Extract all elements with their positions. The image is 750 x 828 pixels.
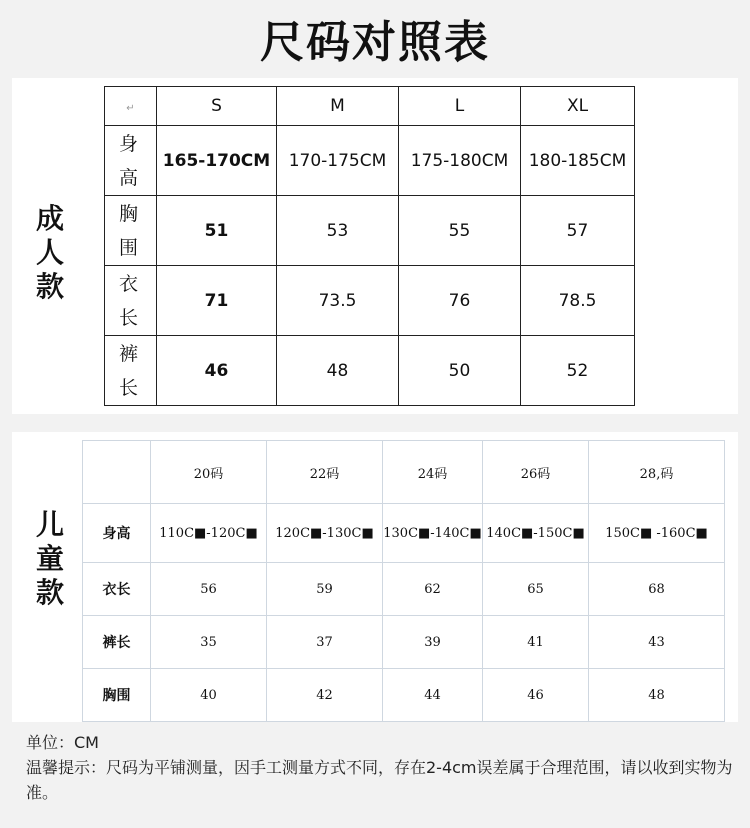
adult-section-label: 成人款 <box>35 202 64 303</box>
kids-row-chest <box>83 669 725 722</box>
kids-row-label: 身高 <box>83 504 151 563</box>
adult-size-panel <box>12 78 738 414</box>
size-notes <box>26 730 736 805</box>
adult-row-pants <box>105 336 635 406</box>
adult-cell: 180-185CM <box>521 126 635 196</box>
adult-row-label: 胸围 <box>105 196 157 266</box>
kids-column-header: 22码 <box>267 441 383 504</box>
adult-row-height <box>105 126 635 196</box>
kids-row-label: 胸围 <box>83 669 151 722</box>
adult-cell: 165-170CM <box>157 126 277 196</box>
kids-cell: 37 <box>267 616 383 669</box>
adult-size-table <box>104 86 635 406</box>
adult-column-header: S <box>157 87 277 126</box>
adult-cell: 71 <box>157 266 277 336</box>
adult-cell: 55 <box>399 196 521 266</box>
kids-row-height <box>83 504 725 563</box>
kids-row-length <box>83 563 725 616</box>
unit-note: 单位：CM <box>26 733 99 752</box>
kids-header-row <box>83 441 725 504</box>
adult-row-label: 裤长 <box>105 336 157 406</box>
kids-cell: 150C■ -160C■ <box>589 504 725 563</box>
page-title: 尺码对照表 <box>260 17 490 68</box>
adult-header-row <box>105 87 635 126</box>
adult-cell: 76 <box>399 266 521 336</box>
adult-cell: 175-180CM <box>399 126 521 196</box>
kids-cell: 39 <box>383 616 483 669</box>
kids-row-pants <box>83 616 725 669</box>
adult-cell: 53 <box>277 196 399 266</box>
kids-cell: 44 <box>383 669 483 722</box>
kids-cell: 110C■-120C■ <box>151 504 267 563</box>
kids-column-header: 24码 <box>383 441 483 504</box>
kids-cell: 35 <box>151 616 267 669</box>
kids-size-panel <box>12 432 738 722</box>
kids-cell: 48 <box>589 669 725 722</box>
kids-cell: 140C■-150C■ <box>483 504 589 563</box>
kids-column-header: 20码 <box>151 441 267 504</box>
adult-cell: 57 <box>521 196 635 266</box>
kids-row-label: 衣长 <box>83 563 151 616</box>
adult-column-header: XL <box>521 87 635 126</box>
kids-section-label: 儿童款 <box>35 508 64 609</box>
adult-cell: 78.5 <box>521 266 635 336</box>
kids-cell: 46 <box>483 669 589 722</box>
adult-cell: 73.5 <box>277 266 399 336</box>
kids-row-label: 裤长 <box>83 616 151 669</box>
adult-corner-cell <box>105 87 157 126</box>
kids-cell: 65 <box>483 563 589 616</box>
measurement-tip: 温馨提示：尺码为平铺测量，因手工测量方式不同，存在2-4cm误差属于合理范围，请以收到实物为准。 <box>26 758 733 802</box>
kids-column-header: 26码 <box>483 441 589 504</box>
adult-cell: 48 <box>277 336 399 406</box>
kids-cell: 40 <box>151 669 267 722</box>
return-mark-icon: ↵ <box>126 103 135 114</box>
adult-row-label: 衣长 <box>105 266 157 336</box>
kids-cell: 56 <box>151 563 267 616</box>
adult-cell: 51 <box>157 196 277 266</box>
adult-cell: 52 <box>521 336 635 406</box>
kids-cell: 120C■-130C■ <box>267 504 383 563</box>
kids-column-header: 28,码 <box>589 441 725 504</box>
adult-cell: 170-175CM <box>277 126 399 196</box>
kids-size-table <box>82 440 725 722</box>
adult-cell: 46 <box>157 336 277 406</box>
adult-row-label: 身高 <box>105 126 157 196</box>
kids-corner-cell <box>83 441 151 504</box>
kids-cell: 43 <box>589 616 725 669</box>
adult-column-header: M <box>277 87 399 126</box>
kids-cell: 62 <box>383 563 483 616</box>
kids-cell: 130C■-140C■ <box>383 504 483 563</box>
kids-cell: 42 <box>267 669 383 722</box>
adult-row-length <box>105 266 635 336</box>
adult-column-header: L <box>399 87 521 126</box>
kids-cell: 68 <box>589 563 725 616</box>
kids-cell: 59 <box>267 563 383 616</box>
adult-row-chest <box>105 196 635 266</box>
adult-cell: 50 <box>399 336 521 406</box>
kids-cell: 41 <box>483 616 589 669</box>
